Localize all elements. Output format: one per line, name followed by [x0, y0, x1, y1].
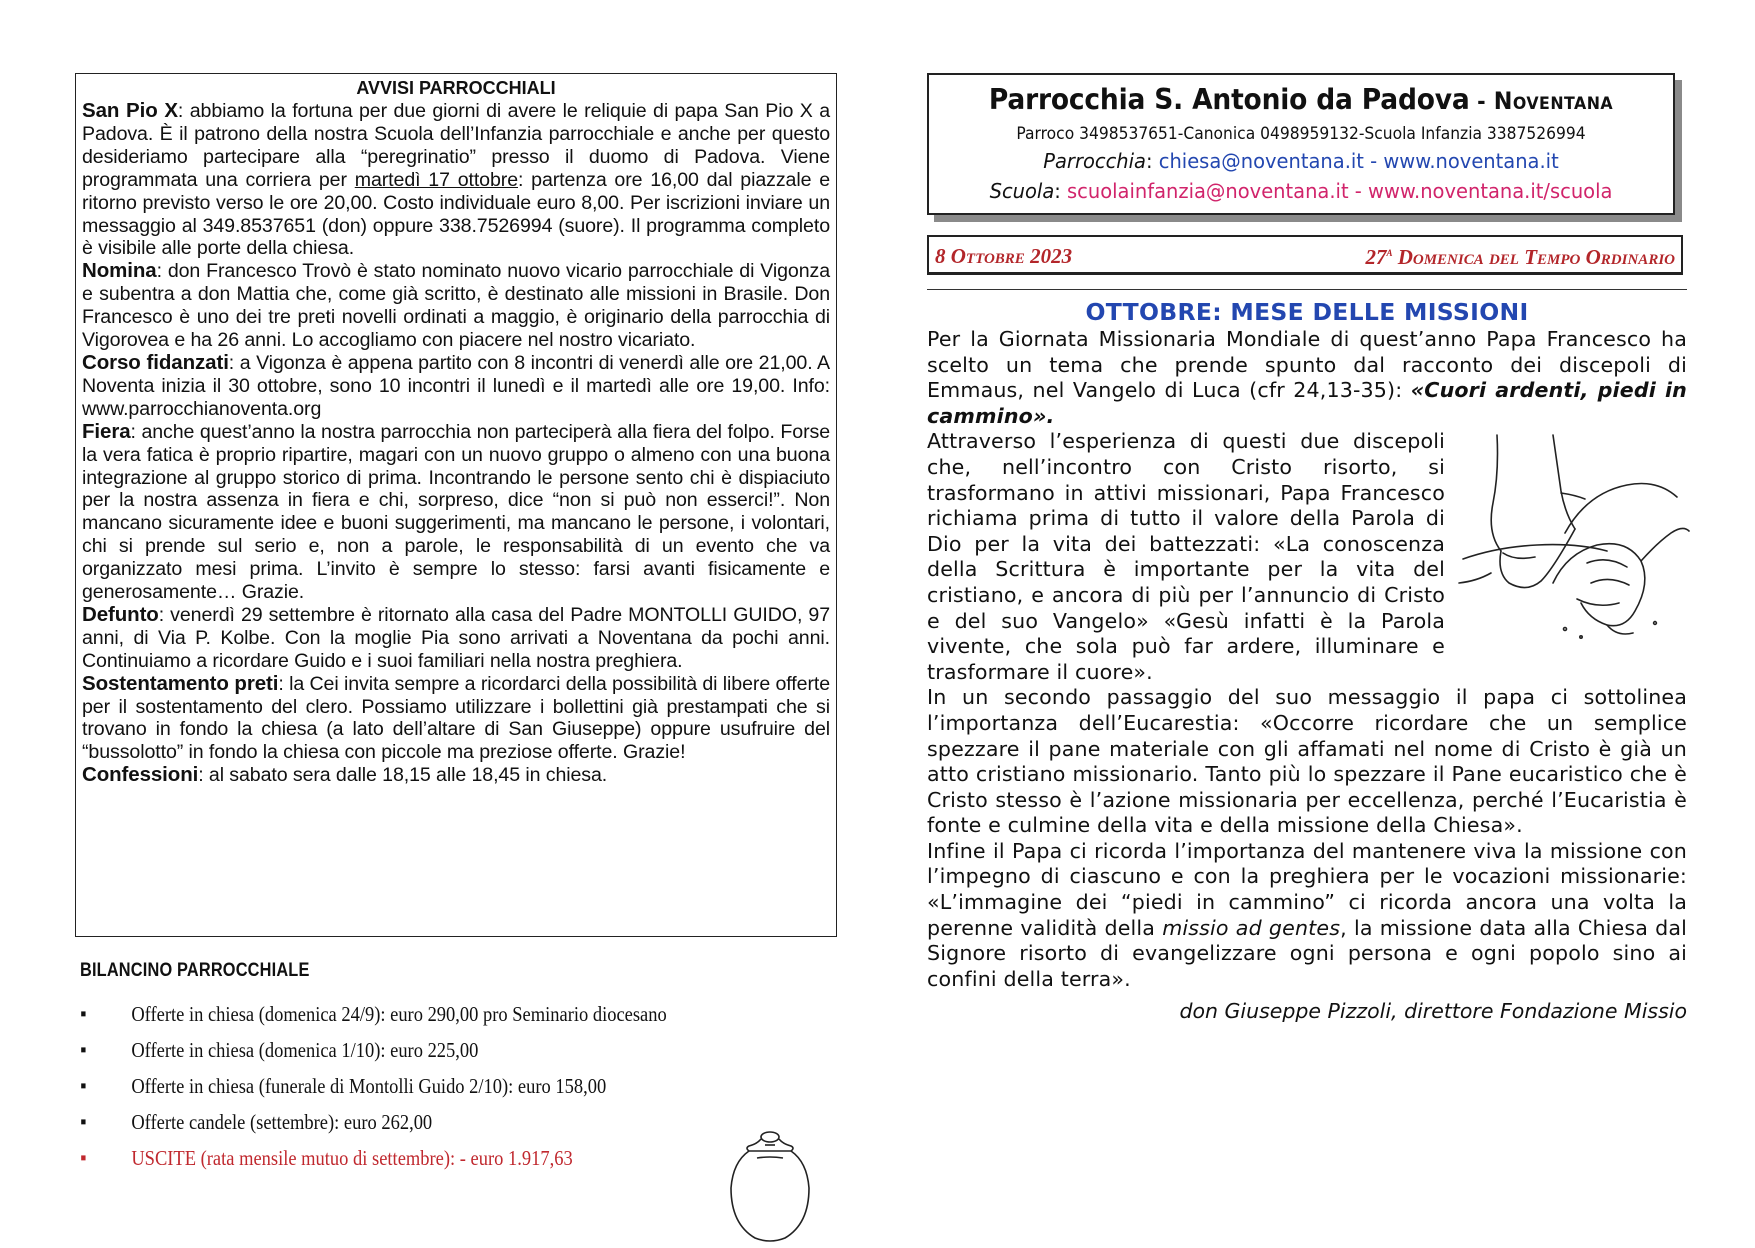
- article-quote: «Cuori ardenti, piedi in cammino».: [927, 378, 1687, 428]
- right-column: [927, 73, 1687, 1026]
- article-paragraph-3: In un secondo passaggio del suo messaggio il papa ci sottolinea l’importanza dell’Eucarestia: «Occorre ricordare che un semplice spezzare il pane materiale con gli affamati nel nome di Cristo è già un atto cristiano missionario. Tanto più lo spezzare il Pane eucaristico che è Cristo stesso è l’azione missionaria per eccellenza, perché l’Eucaristia è fonte e culmine della vita e della missione della Chiesa».: [927, 685, 1687, 838]
- liturgical-sunday: 27$^a$ Domenica del Tempo Ordinario: [1365, 244, 1675, 269]
- avviso-confessioni: Confessioni: al sabato sera dalle 18,15 alle 18,45 in chiesa.: [82, 763, 608, 787]
- scuola-email-link[interactable]: scuolainfanzia@noventana.it: [1067, 179, 1349, 203]
- avviso-fiera: Fiera: anche quest’anno la nostra parrocchia non parteciperà alla fiera del folpo. Forse la vera fatica è proprio ripartire, magari con un nuovo gruppo o almeno con una buona integrazione al gruppo storico di prima. Incontrando le persone sento chi è dispiaciuto per la nostra assenza in fiera e chi, sorpreso, dice “non si può non esserci!”. Non mancano sicuramente idee e buoni suggerimenti, ma mancano le persone, i volontari, chi si prende sul serio e, non a parole, le responsabilità di un evento che va organizzato mesi prima. L’invito è sempre lo stesso: farsi avanti fisicamente e generosamente… Grazie.: [82, 419, 830, 604]
- avviso-label: Nomina: [82, 259, 157, 283]
- avviso-corso-fidanzati: Corso fidanzati: a Vigonza è appena partito con 8 incontri di venerdì alle ore 21,00. A Noventa inizia il 30 ottobre, sono 10 incontri il lunedì e il martedì alle ore 19,00. Info: www.parrocchianoventa.org: [82, 350, 830, 420]
- bullet-icon: ▪: [80, 1003, 87, 1025]
- bullet-icon: ▪: [80, 1147, 87, 1169]
- left-column: [75, 73, 837, 1170]
- avviso-label: Corso fidanzati: [82, 350, 229, 374]
- divider: [927, 289, 1687, 290]
- article-title: OTTOBRE: MESE DELLE MISSIONI: [1085, 298, 1529, 326]
- list-item: ▪ Offerte in chiesa (domenica 1/10): euro 225,00: [75, 1032, 746, 1068]
- avviso-label: San Pio X: [82, 99, 178, 122]
- avviso-label: Confessioni: [82, 763, 199, 787]
- scuola-web-link[interactable]: www.noventana.it/scuola: [1368, 179, 1613, 203]
- bilancino-title: BILANCINO PARROCCHIALE: [80, 960, 310, 981]
- bilancino-list: [75, 996, 837, 1176]
- list-item: ▪ Offerte candele (settembre): euro 262,00: [75, 1104, 746, 1140]
- list-item: ▪ Offerte in chiesa (funerale di Montolli Guido 2/10): euro 158,00: [75, 1068, 746, 1104]
- parish-header: [927, 73, 1675, 215]
- bullet-icon: ▪: [80, 1075, 87, 1097]
- parish-title: Parrocchia S. Antonio da Padova - Noventana: [988, 83, 1614, 116]
- avviso-sostentamento: Sostentamento preti: la Cei invita sempre a ricordarci della possibilità di libere offerte per il sostentamento del clero. Possiamo utilizzare i bollettini già prestampati che si trovano in fondo la chiesa (a lato dell’altare di San Giuseppe) oppure usufruire del “bussolotto” in fondo la chiesa con piccole ma preziose offerte. Grazie!: [82, 671, 831, 764]
- list-item-uscite: ▪ USCITE (rata mensile mutuo di settembre): - euro 1.917,63: [75, 1140, 746, 1176]
- avviso-nomina: Nomina: don Francesco Trovò è stato nominato nuovo vicario parrocchiale di Vigonza e subentra a don Mattia che, come già scritto, è destinato alle missioni in Brasile. Don Francesco è uno dei tre preti novelli ordinati a maggio, è originario della parrocchia di Vigorovea e ha 26 anni. Lo accogliamo con piacere nel nostro vicariato.: [82, 259, 830, 352]
- parrocchia-email-link[interactable]: chiesa@noventana.it: [1158, 149, 1364, 173]
- parrocchia-web-link[interactable]: www.noventana.it: [1383, 149, 1559, 173]
- latin-phrase: missio ad gentes: [1162, 915, 1341, 940]
- bullet-icon: ▪: [80, 1039, 87, 1061]
- avviso-label: Defunto: [82, 602, 159, 626]
- avviso-san-pio: San Pio X: abbiamo la fortuna per due giorni di avere le reliquie di papa San Pio X a Padova. È il patrono della nostra Scuola dell’Infanzia parrocchiale e anche per questo desideriamo partecipare alla “peregrinatio” presso il duomo di Padova. Viene programmata una corriera per martedì 17 ottobre: partenza ore 16,00 dal piazzale e ritorno previsto verso le ore 20,00. Costo individuale euro 8,00. Per iscrizioni inviare un messaggio al 349.8537651 (don) oppure 338.7526994 (suore). Il programma completo è visibile alle porte della chiesa.: [82, 99, 830, 260]
- bilancino-section: [75, 958, 837, 1248]
- avviso-defunto: Defunto: venerdì 29 settembre è ritornato alla casa del Padre MONTOLLI GUIDO, 97 anni, di Via P. Kolbe. Con la moglie Pia sono arrivati a Noventana da pochi anni. Continuiamo a ricordare Guido e i suoi familiari nella nostra preghiera.: [82, 602, 830, 672]
- article-paragraph-4: Infine il Papa ci ricorda l’importanza del mantenere viva la missione con l’impegno di ciascuno e con la preghiera per le vocazioni missionarie: «L’immagine dei “piedi in cammino” ci ricorda ancora una volta la perenne validità della missio ad gentes, la missione data alla Chiesa dal Signore risorto di evangelizzare ogni persona e ogni popolo sino ai confini della terra».: [927, 838, 1688, 991]
- contacts-line: Parroco 3498537651-Canonica 0498959132-Scuola Infanzia 3387526994: [1016, 124, 1586, 143]
- scuola-line: Scuola: scuolainfanzia@noventana.it - www.noventana.it/scuola: [989, 179, 1613, 203]
- avviso-date-underlined: martedì 17 ottobre: [354, 168, 518, 191]
- avviso-label: Fiera: [82, 419, 131, 443]
- article-paragraph-2: Attraverso l’esperienza di questi due discepoli che, nell’incontro con Cristo risorto, si trasformano in attivi missionari, Papa Francesco richiama prima di tutto il valore della Parola di Dio per la vita dei battezzati: «La conoscenza della Scrittura è importante per la vita del cristiano, e ancora di più per l’annuncio di Cristo e del suo Vangelo» «Gesù infatti è la Parola vivente, che sola può far ardere, illuminare e trasformare il cuore».: [927, 429, 1687, 685]
- list-item: ▪ Offerte in chiesa (domenica 24/9): euro 290,00 pro Seminario diocesano: [75, 996, 746, 1032]
- article-paragraph-1: Per la Giornata Missionaria Mondiale di quest’anno Papa Francesco ha scelto un tema che prende spunto dal racconto dei discepoli di Emmaus, nel Vangelo di Luca (cfr 24,13-35): «Cuori ardenti, piedi in cammino».: [927, 327, 1687, 428]
- avvisi-title: AVVISI PARROCCHIALI: [356, 78, 556, 98]
- date-bar: [927, 235, 1683, 275]
- money-jar-icon: [727, 1128, 813, 1246]
- avvisi-box: [75, 73, 837, 937]
- parrocchia-line: Parrocchia: chiesa@noventana.it - www.noventana.it: [1043, 149, 1559, 173]
- avviso-label: Sostentamento preti: [82, 671, 279, 695]
- article-signature: don Giuseppe Pizzoli, direttore Fondazione Missio: [1179, 999, 1687, 1024]
- walking-feet-icon: [1457, 433, 1693, 645]
- bullet-icon: ▪: [80, 1111, 87, 1133]
- issue-date: 8 Ottobre 2023: [935, 244, 1073, 268]
